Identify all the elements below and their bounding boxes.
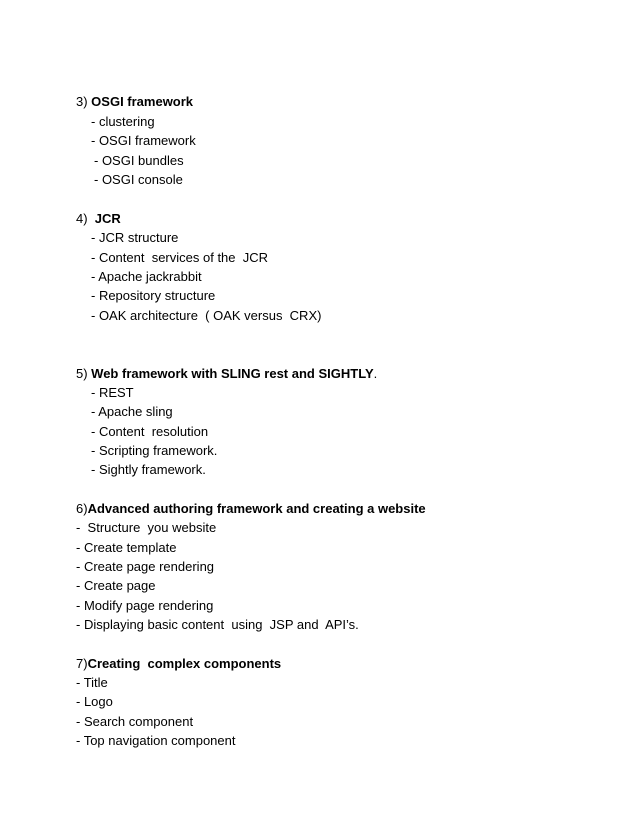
list-item: - Content services of the JCR — [91, 250, 269, 265]
list-item: - Create page — [76, 578, 156, 593]
list-item: - Displaying basic content using JSP and API’s. — [76, 617, 359, 632]
list-item: - OSGI framework — [91, 133, 196, 148]
list-item: - OSGI bundles — [94, 153, 184, 168]
list-item: - Content resolution — [91, 424, 209, 439]
section-title: Advanced authoring framework and creating a website — [87, 501, 426, 516]
section-number: 7) — [76, 656, 88, 671]
list-item: - Apache jackrabbit — [91, 269, 202, 284]
list-item: - JCR structure — [91, 230, 179, 245]
list-item: - Structure you website — [76, 520, 217, 535]
list-item: - Repository structure — [91, 288, 216, 303]
list-item: - Scripting framework. — [91, 443, 218, 458]
section-title: Creating complex components — [87, 656, 282, 671]
section-suffix: . — [373, 366, 378, 381]
list-item: - Create page rendering — [76, 559, 215, 574]
section-heading-web-framework — [76, 366, 377, 382]
section-number: 3) — [76, 94, 92, 109]
list-item: - Apache sling — [91, 404, 173, 419]
list-item: - REST — [91, 385, 134, 400]
list-item: - Sightly framework. — [91, 462, 206, 477]
list-item: - Modify page rendering — [76, 598, 214, 613]
section-heading-complex-components — [76, 656, 281, 672]
section-heading-jcr — [76, 211, 121, 227]
section-title: JCR — [94, 211, 121, 226]
list-item: - Search component — [76, 714, 194, 729]
list-item: - Title — [76, 675, 108, 690]
section-title: Web framework with SLING rest and SIGHTLY — [91, 366, 374, 381]
section-number: 5) — [76, 366, 92, 381]
section-number: 6) — [76, 501, 88, 516]
list-item: - Logo — [76, 694, 113, 709]
list-item: - OSGI console — [94, 172, 183, 187]
section-number: 4) — [76, 211, 95, 226]
list-item: - clustering — [91, 114, 155, 129]
list-item: - Create template — [76, 540, 177, 555]
list-item: - Top navigation component — [76, 733, 236, 748]
section-heading-osgi — [76, 94, 193, 110]
section-heading-advanced-authoring — [76, 501, 426, 517]
list-item: - OAK architecture ( OAK versus CRX) — [91, 308, 322, 323]
section-title: OSGI framework — [91, 94, 194, 109]
